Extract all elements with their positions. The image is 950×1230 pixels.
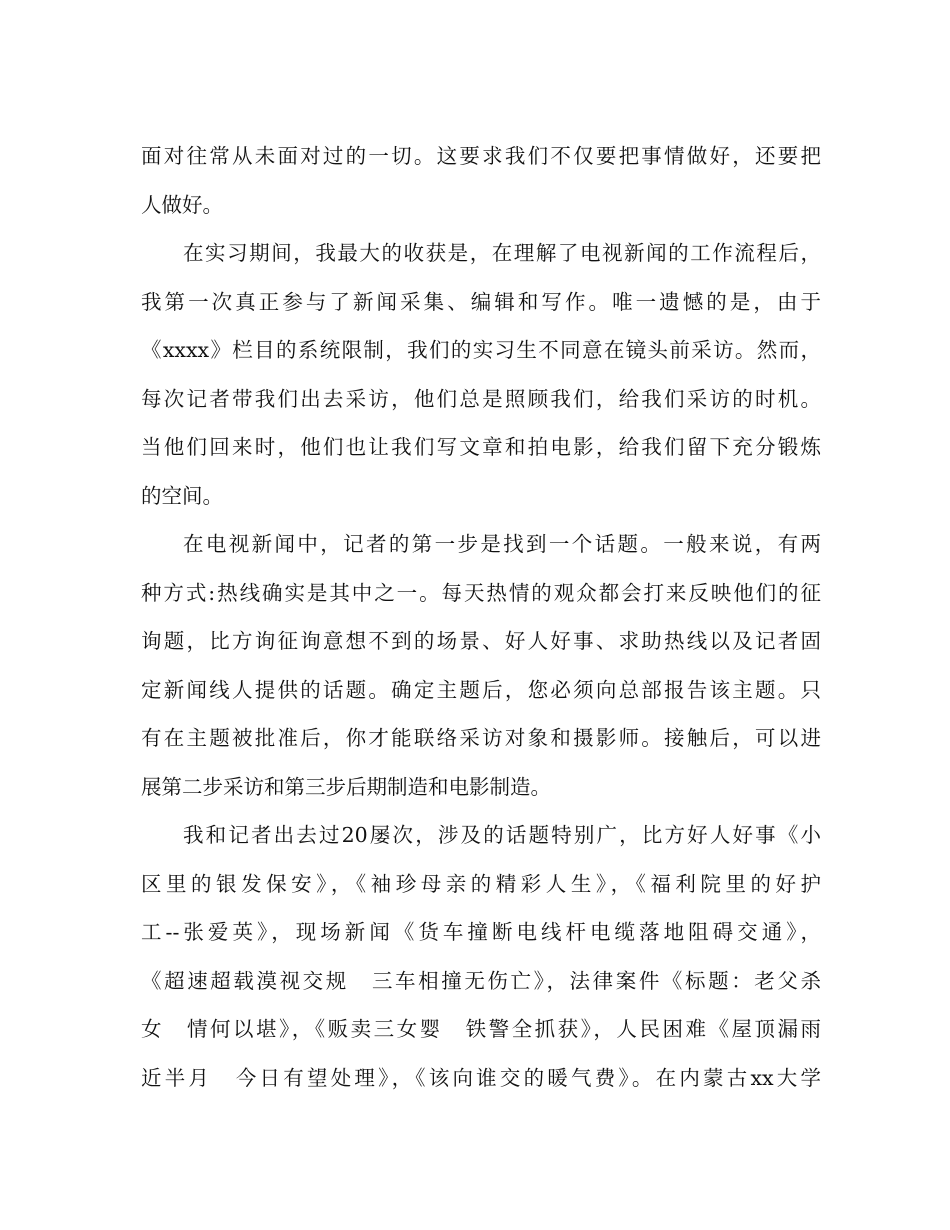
text-line: 《xxxx》栏目的系统限制，我们的实习生不同意在镜头前采访。然而， (141, 338, 821, 362)
text-line: 的空间。 (141, 484, 223, 508)
text-line: 展第二步采访和第三步后期制造和电影制造。 (141, 775, 551, 799)
paragraph-first-line: 在电视新闻中，记者的第一步是找到一个话题。一般来说，有两 (183, 532, 821, 556)
text-line: 询题，比方询征询意想不到的场景、好人好事、求助热线以及记者固 (141, 629, 821, 653)
text-line: 我第一次真正参与了新闻采集、编辑和写作。唯一遗憾的是，由于 (141, 290, 821, 314)
paragraph-first-line: 在实习期间，我最大的收获是，在理解了电视新闻的工作流程后， (183, 241, 821, 265)
text-line: 有在主题被批准后，你才能联络采访对象和摄影师。接触后，可以进 (141, 726, 821, 750)
text-line: 近半月 今日有望处理》，《该向谁交的暖气费》。在内蒙古xx大学 (141, 1066, 821, 1090)
text-line: 区里的银发保安》，《袖珍母亲的精彩人生》，《福利院里的好护 (141, 872, 821, 896)
paragraph-first-line: 我和记者出去过20屡次，涉及的话题特别广，比方好人好事《小 (183, 823, 821, 847)
text-line: 种方式:热线确实是其中之一。每天热情的观众都会打来反映他们的征 (141, 581, 821, 605)
text-line: 女 情何以堪》，《贩卖三女婴 铁警全抓获》，人民困难《屋顶漏雨 (141, 1017, 821, 1041)
text-line: 定新闻线人提供的话题。确定主题后，您必须向总部报告该主题。只 (141, 678, 821, 702)
text-line: 面对往常从未面对过的一切。这要求我们不仅要把事情做好，还要把 (141, 144, 821, 168)
text-line: 人做好。 (141, 193, 223, 217)
text-line: 《超速超载漠视交规 三车相撞无伤亡》，法律案件《标题：老父杀 (141, 969, 821, 993)
text-line: 每次记者带我们出去采访，他们总是照顾我们，给我们采访的时机。 (141, 387, 821, 411)
text-line: 当他们回来时，他们也让我们写文章和拍电影，给我们留下充分锻炼 (141, 435, 821, 459)
text-line: 工--张爱英》，现场新闻《货车撞断电线杆电缆落地阻碍交通》， (141, 920, 821, 944)
